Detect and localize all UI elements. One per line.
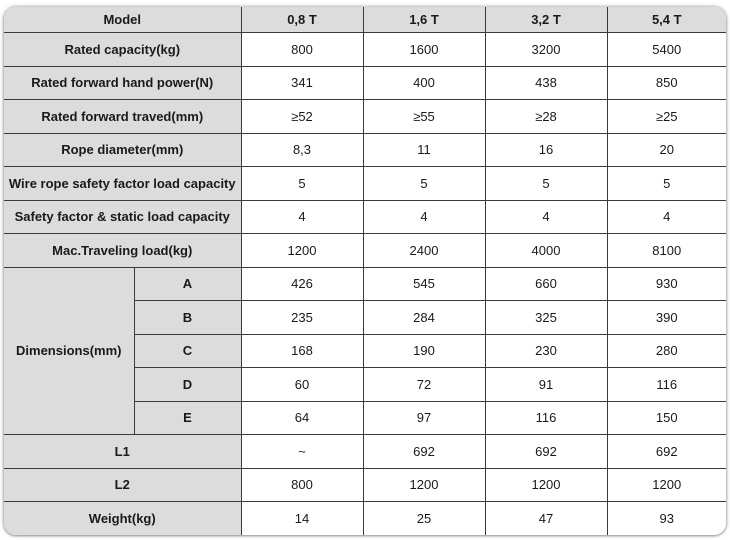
dimension-sub-label: C [134,334,241,368]
table-cell: 1200 [241,234,363,268]
table-cell: 91 [485,368,607,402]
table-cell: 25 [363,502,485,536]
table-cell: ≥52 [241,100,363,134]
table-cell: 60 [241,368,363,402]
table-cell: 692 [363,435,485,469]
row-label: Rated forward traved(mm) [4,100,241,134]
table-cell: 1200 [363,468,485,502]
model-header: Model [4,7,241,33]
row-label: Rated forward hand power(N) [4,66,241,100]
table-cell: ~ [241,435,363,469]
table-cell: 230 [485,334,607,368]
table-row [4,66,726,100]
table-cell: 800 [241,33,363,67]
table-cell: 4000 [485,234,607,268]
row-label: Mac.Traveling load(kg) [4,234,241,268]
model-column-header: 0,8 T [241,7,363,33]
table-cell: 1600 [363,33,485,67]
table-row [4,200,726,234]
table-row [4,133,726,167]
table-cell: 150 [607,401,726,435]
table-cell: 3200 [485,33,607,67]
spec-table [4,7,726,535]
dimension-sub-label: E [134,401,241,435]
table-cell: 800 [241,468,363,502]
table-cell: 545 [363,267,485,301]
spec-table-frame [4,7,726,535]
table-cell: 284 [363,301,485,335]
table-row [4,502,726,536]
table-cell: 5400 [607,33,726,67]
table-cell: 2400 [363,234,485,268]
table-cell: 11 [363,133,485,167]
table-cell: 116 [485,401,607,435]
table-cell: ≥28 [485,100,607,134]
table-cell: 4 [363,200,485,234]
table-cell: 325 [485,301,607,335]
table-cell: 850 [607,66,726,100]
table-cell: 64 [241,401,363,435]
row-label: Safety factor & static load capacity [4,200,241,234]
table-cell: 341 [241,66,363,100]
model-column-header: 1,6 T [363,7,485,33]
model-column-header: 5,4 T [607,7,726,33]
table-cell: 8,3 [241,133,363,167]
table-cell: 97 [363,401,485,435]
table-row [4,468,726,502]
table-cell: 16 [485,133,607,167]
table-cell: 5 [363,167,485,201]
table-cell: 4 [241,200,363,234]
table-row [4,33,726,67]
table-row [4,267,726,301]
table-row [4,167,726,201]
table-cell: 426 [241,267,363,301]
table-cell: 20 [607,133,726,167]
table-cell: 692 [607,435,726,469]
table-row [4,100,726,134]
dimensions-label: Dimensions(mm) [4,267,134,435]
table-cell: 692 [485,435,607,469]
table-cell: 1200 [485,468,607,502]
dimension-sub-label: B [134,301,241,335]
table-cell: 116 [607,368,726,402]
row-label: Wire rope safety factor load capacity [4,167,241,201]
table-cell: 930 [607,267,726,301]
table-cell: 400 [363,66,485,100]
table-cell: 5 [241,167,363,201]
table-cell: 168 [241,334,363,368]
table-cell: 390 [607,301,726,335]
table-cell: 5 [607,167,726,201]
table-cell: 280 [607,334,726,368]
row-label: Rope diameter(mm) [4,133,241,167]
table-row [4,435,726,469]
model-column-header: 3,2 T [485,7,607,33]
table-cell: 72 [363,368,485,402]
row-label: Weight(kg) [4,502,241,536]
table-cell: ≥25 [607,100,726,134]
table-cell: 660 [485,267,607,301]
table-cell: 5 [485,167,607,201]
table-cell: 4 [485,200,607,234]
table-row [4,234,726,268]
table-cell: 14 [241,502,363,536]
dimension-sub-label: D [134,368,241,402]
table-cell: 93 [607,502,726,536]
table-cell: ≥55 [363,100,485,134]
table-cell: 4 [607,200,726,234]
table-cell: 438 [485,66,607,100]
table-cell: 8100 [607,234,726,268]
table-cell: 190 [363,334,485,368]
row-label: Rated capacity(kg) [4,33,241,67]
table-cell: 1200 [607,468,726,502]
table-cell: 47 [485,502,607,536]
table-cell: 235 [241,301,363,335]
row-label: L1 [4,435,241,469]
row-label: L2 [4,468,241,502]
header-row [4,7,726,33]
dimension-sub-label: A [134,267,241,301]
